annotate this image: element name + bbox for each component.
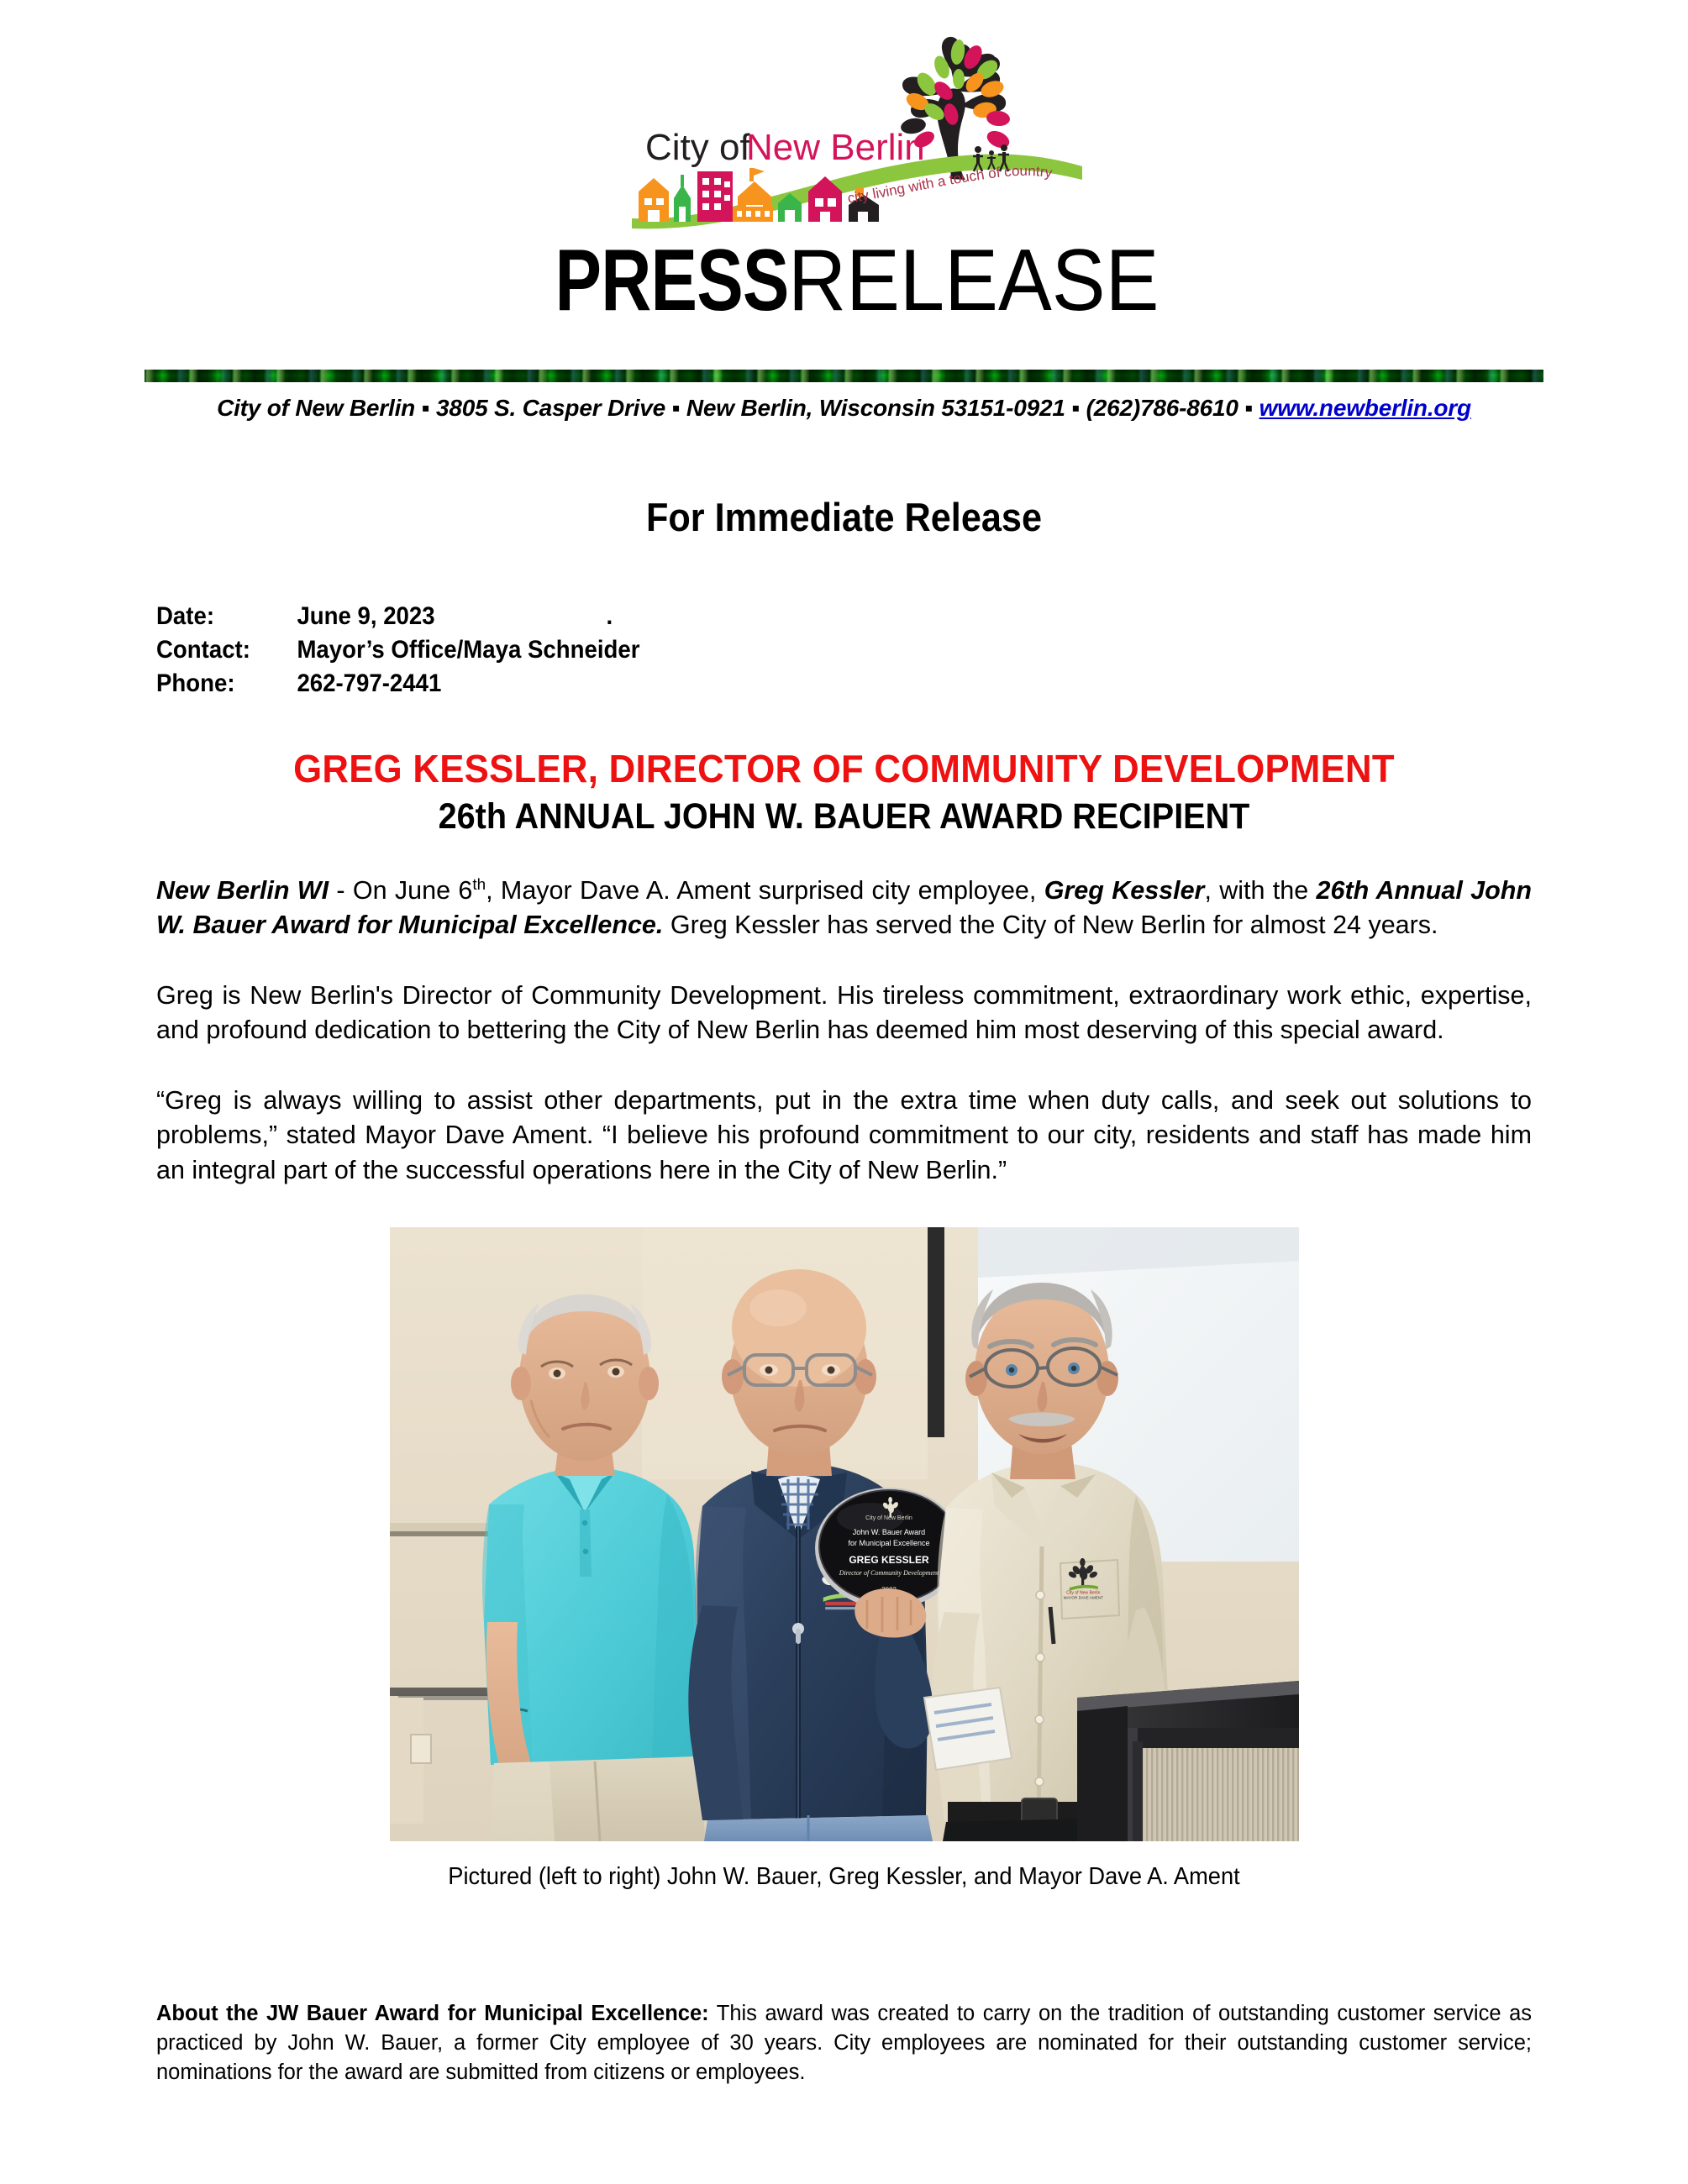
lead-d: Greg Kessler has served the City of New Berlin for almost 24 years. (663, 911, 1438, 940)
about-award-footer (156, 1999, 1532, 2088)
photo-artwork (390, 1227, 1299, 1841)
paragraph-bio: Greg is New Berlin's Director of Community Development. His tireless commitment, extraordinary work ethic, expertise, and profound dedication to bettering the City of New Berlin has deemed him most deserving of this special award. (156, 981, 1532, 1045)
about-award-text: This award was created to carry on the tradition of outstanding customer service as practiced by John W. Bauer, a former City employee of 30 years. City employees are nominated for their outstanding customer service; nominations for the award are submitted from citizens or employees. (156, 2002, 1532, 2085)
address-line (0, 395, 1688, 422)
contact-label: Contact: (156, 635, 250, 664)
date-value: June 9, 2023 (297, 602, 435, 630)
paragraph-lead (156, 874, 1532, 943)
ordinal-suffix: th (472, 875, 486, 894)
logo-artwork (622, 32, 1092, 229)
paragraph-quote: “Greg is always willing to assist other departments, put in the extra time when duty calls, and seek out solutions to problems,” stated Mayor Dave Ament. “I believe his profound commitment to our city, residents and staff has made him an integral part of the successful operations here in the City of New Berlin.” (156, 1086, 1532, 1184)
dateline: New Berlin WI (156, 876, 329, 905)
phone-value: 262-797-2441 (297, 669, 442, 697)
about-award-label: About the JW Bauer Award for Municipal Excellence: (156, 2002, 709, 2025)
meta-row-contact (156, 633, 639, 667)
headline-secondary: 26th ANNUAL JOHN W. BAUER AWARD RECIPIENT (438, 796, 1250, 837)
contact-value: Mayor’s Office/Maya Schneider (297, 635, 640, 664)
photo-caption: Pictured (left to right) John W. Bauer, Greg Kessler, and Mayor Dave A. Ament (448, 1863, 1240, 1890)
phone-label: Phone: (156, 669, 235, 697)
meta-row-phone (156, 667, 639, 701)
award-name-inline: 26th Annual John W. Bauer Award for Municipal Excellence. (156, 876, 1532, 940)
headline-primary: GREG KESSLER, DIRECTOR OF COMMUNITY DEVELOPMENT (293, 747, 1395, 790)
lead-c: , with the (1204, 876, 1317, 905)
meta-row-date (156, 600, 639, 633)
date-trailing-dot: . (606, 602, 613, 630)
press-release-title (0, 232, 1688, 329)
release-meta-block (156, 600, 639, 701)
logo-text-city-of: City of (645, 127, 750, 168)
green-textured-divider (145, 370, 1543, 382)
website-link[interactable]: www.newberlin.org (1259, 395, 1471, 421)
date-label: Date: (156, 602, 215, 630)
village-icon (639, 168, 879, 222)
title-press: PRESS (555, 232, 789, 329)
recipient-name-inline: Greg Kessler (1044, 876, 1205, 905)
lead-b: , Mayor Dave A. Ament surprised city employee, (486, 876, 1044, 905)
for-immediate-release-heading: For Immediate Release (645, 495, 1043, 539)
title-release: RELEASE (788, 232, 1160, 329)
address-text: City of New Berlin ▪ 3805 S. Casper Drive ▪ New Berlin, Wisconsin 53151-0921 ▪ (262)786-8610 ▪ (217, 395, 1259, 421)
lead-a: - On June 6 (329, 876, 473, 905)
logo-tagline: city living with a touch of country (846, 162, 1054, 207)
logo-text-new-berlin: New Berlin (746, 127, 925, 168)
city-of-new-berlin-logo (622, 32, 1092, 229)
award-presentation-photo (390, 1227, 1299, 1841)
